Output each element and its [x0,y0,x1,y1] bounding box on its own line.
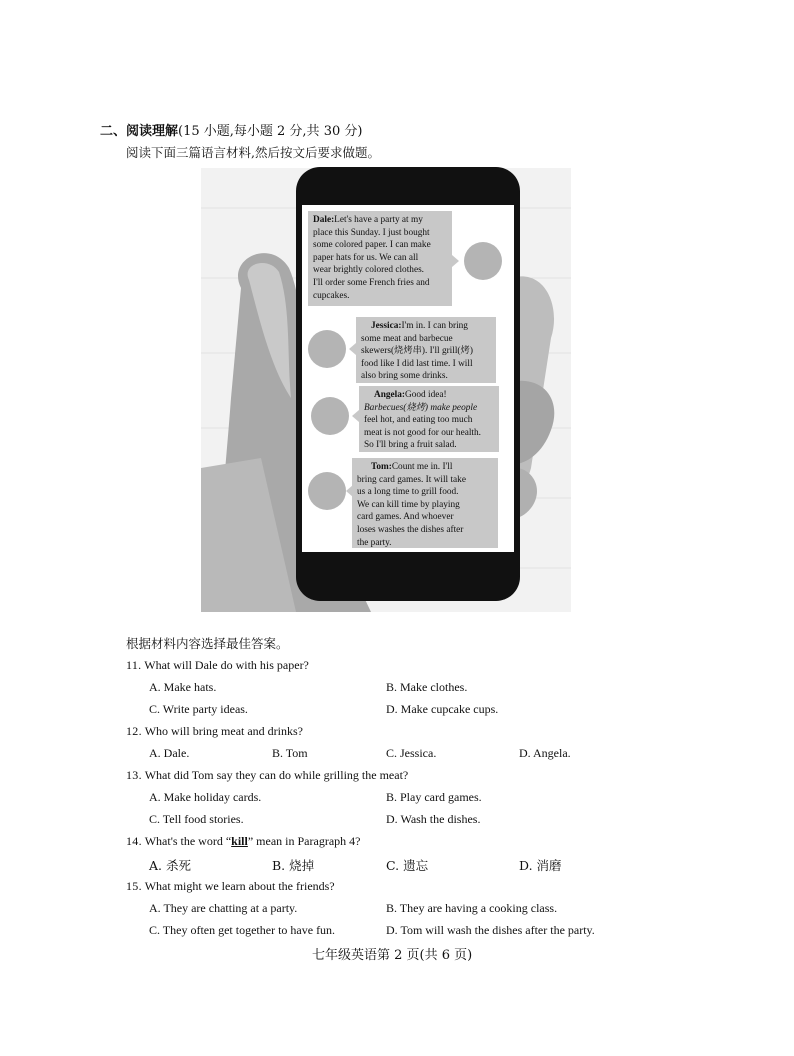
option-13c: C. Tell food stories. [149,812,244,826]
question-13: 13. What did Tom say they can do while grilling the meat? [126,768,409,782]
question-14: 14. What's the word “kill” mean in Paragraph 4? [126,834,361,848]
bubble-tail [349,343,356,355]
option-12b: B. Tom [272,746,308,760]
questions-intro: 根据材料内容选择最佳答案。 [126,636,289,651]
option-13b: B. Play card games. [386,790,482,804]
option-12d: D. Angela. [519,746,571,760]
avatar-angela [311,397,349,435]
option-12c: C. Jessica. [386,746,437,760]
speaker-tom: Tom: [371,462,392,472]
section-title-main: 二、阅读理解 [100,124,179,139]
question-12: 12. Who will bring meat and drinks? [126,724,303,738]
section-instruction: 阅读下面三篇语言材料,然后按文后要求做题。 [126,145,380,160]
option-14b: B. 烧掉 [272,858,315,873]
question-11: 11. What will Dale do with his paper? [126,658,309,672]
keyword-kill: kill [231,834,248,848]
section-title [100,120,362,139]
speaker-angela: Angela: [374,390,405,400]
chat-bubble-angela: Angela:Good idea! Barbecues(烧烤) make people feel hot, and eating too much meat is not good for our health. So I'll bring a fruit salad. [359,386,499,452]
chat-bubble-jessica: Jessica:I'm in. I can bring some meat and barbecue skewers(烧烤串). I'll grill(烤) food like I did last time. I will also bring some drinks. [356,317,496,383]
option-15d: D. Tom will wash the dishes after the party. [386,923,595,937]
chat-bubble-tom: Tom:Count me in. I'll bring card games. It will take us a long time to grill food. We can kill time by playing card games. And whoever loses washes the dishes after the party. [352,458,498,548]
chat-bubble-dale: Dale:Let's have a party at my place this Sunday. I just bought some colored paper. I can make paper hats for us. We can all wear brightly colored clothes. I'll order some French fries and cupcakes. [308,211,452,306]
option-11a: A. Make hats. [149,680,217,694]
section-title-sub: (15 小题,每小题 2 分,共 30 分) [178,124,363,139]
option-13d: D. Wash the dishes. [386,812,481,826]
question-15: 15. What might we learn about the friends? [126,879,335,893]
speaker-jessica: Jessica: [371,321,402,331]
option-13a: A. Make holiday cards. [149,790,262,804]
option-15b: B. They are having a cooking class. [386,901,558,915]
option-11b: B. Make clothes. [386,680,468,694]
bubble-tail [352,410,359,422]
bubble-tail [452,255,459,267]
speaker-dale: Dale: [313,215,335,225]
avatar-dale [464,242,502,280]
phone-screen [302,205,514,552]
avatar-jessica [308,330,346,368]
page-footer: 七年级英语第 2 页(共 6 页) [312,948,473,963]
option-14c: C. 遗忘 [386,858,429,873]
option-11d: D. Make cupcake cups. [386,702,499,716]
option-11c: C. Write party ideas. [149,702,248,716]
option-15c: C. They often get together to have fun. [149,923,336,937]
avatar-tom [308,472,346,510]
option-14d: D. 消磨 [519,858,562,873]
option-14a: A. 杀死 [149,858,191,873]
option-15a: A. They are chatting at a party. [149,901,298,915]
option-12a: A. Dale. [149,746,190,760]
